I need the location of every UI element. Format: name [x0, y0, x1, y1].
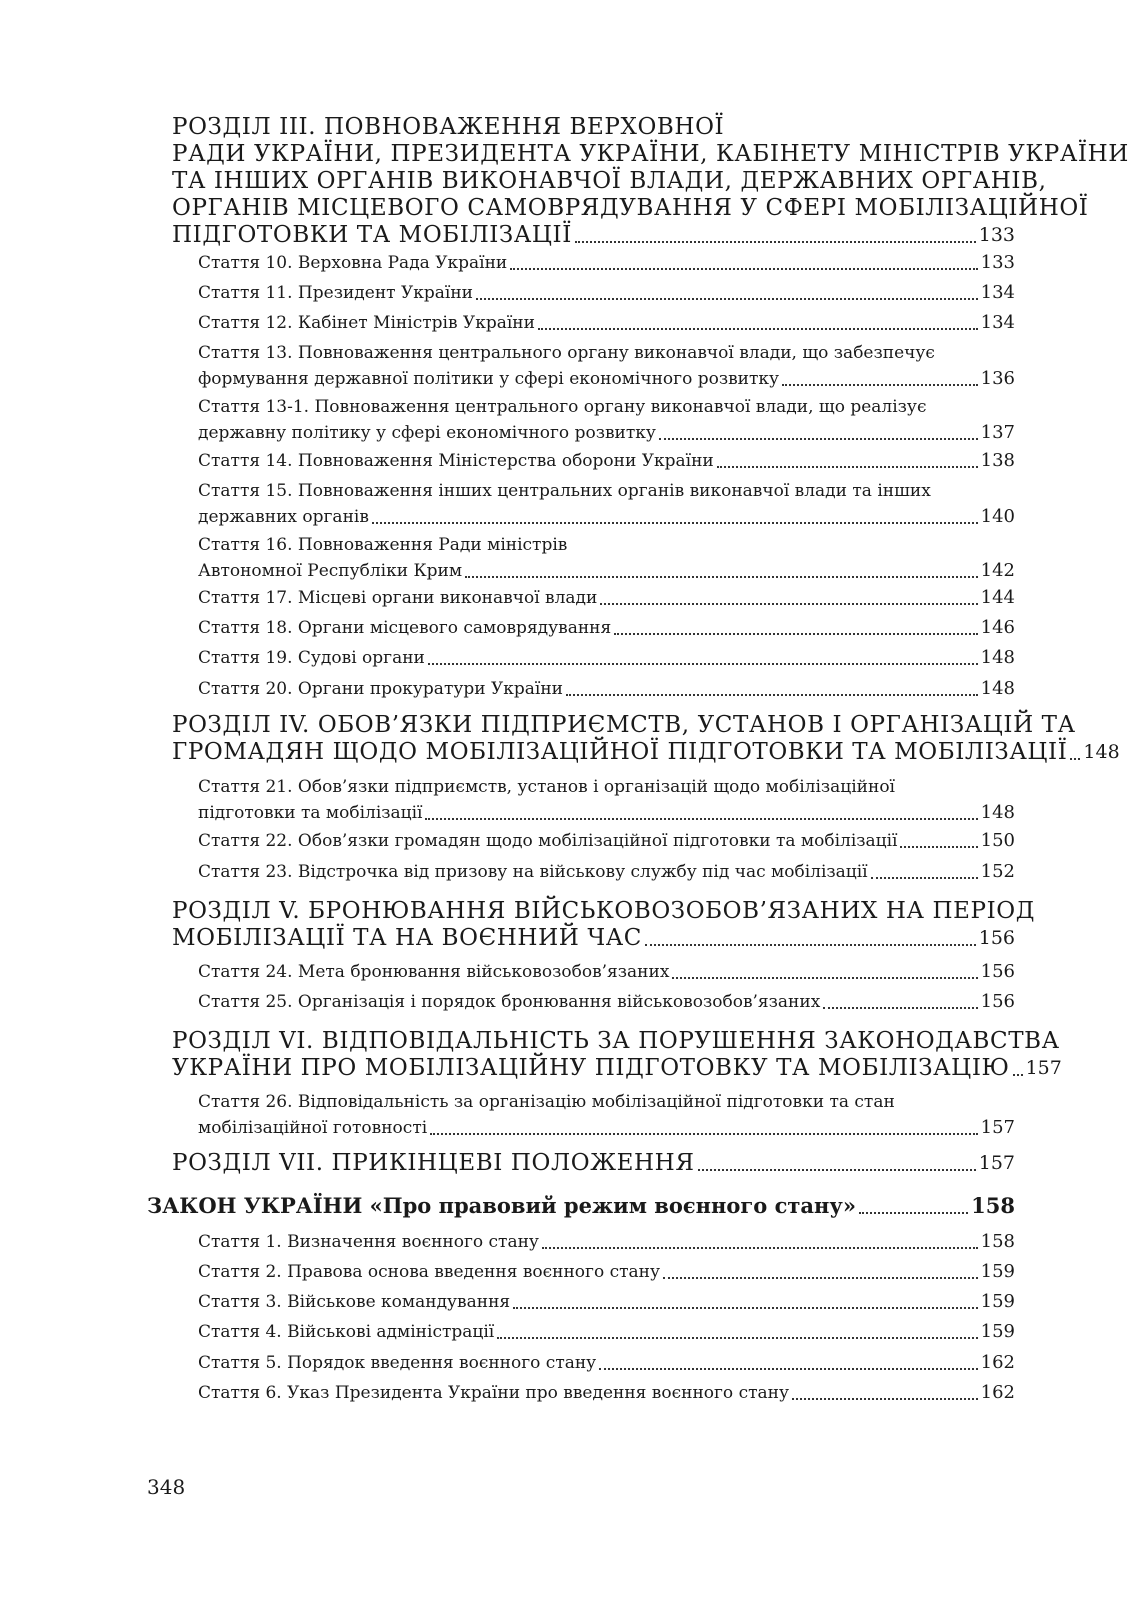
page-ref: 137	[980, 422, 1015, 443]
entry-title: формування державної політики у сфері економічного розвитку	[198, 369, 780, 389]
toc-entry	[198, 645, 1015, 671]
section-heading-line: ПІДГОТОВКИ ТА МОБІЛІЗАЦІЇ	[172, 222, 572, 248]
dot-leader	[476, 298, 978, 300]
toc-entry	[198, 394, 1015, 446]
entry-title: державну політику у сфері економічного розвитку	[198, 423, 656, 443]
toc-section-6	[172, 1028, 1062, 1082]
dot-leader	[497, 1337, 977, 1339]
entry-title: Стаття 14. Повноваження Міністерства оборони України	[198, 451, 714, 471]
section-heading-last-line	[172, 739, 1120, 766]
entry-title: Стаття 1. Визначення воєнного стану	[198, 1232, 539, 1252]
toc-entry	[198, 1319, 1015, 1345]
dot-leader	[717, 466, 978, 468]
entry-title: Стаття 15. Повноваження інших центральних органів виконавчої влади та інших	[198, 481, 931, 501]
entry-title: Стаття 11. Президент України	[198, 283, 473, 303]
section-heading-last-line	[172, 1150, 1015, 1177]
toc-entry	[198, 774, 1015, 826]
dot-leader	[782, 384, 978, 386]
section-heading-last-line	[172, 222, 1015, 249]
page-ref: 157	[1025, 1057, 1062, 1079]
entry-title: Стаття 22. Обов’язки громадян щодо мобілізаційної підготовки та мобілізації	[198, 831, 898, 851]
toc-entry	[198, 959, 1015, 985]
entry-title: Стаття 17. Місцеві органи виконавчої влади	[198, 588, 598, 608]
toc-law-title	[147, 1192, 1015, 1220]
entry-title: Стаття 12. Кабінет Міністрів України	[198, 313, 535, 333]
toc-entry	[198, 310, 1015, 336]
entry-title: Стаття 20. Органи прокуратури України	[198, 679, 563, 699]
entry-title: Стаття 6. Указ Президента України про введення воєнного стану	[198, 1383, 789, 1403]
dot-leader	[430, 1133, 977, 1135]
page-ref: 148	[980, 678, 1015, 699]
entry-title: Стаття 25. Організація і порядок бронювання військовозобов’язаних	[198, 992, 821, 1012]
dot-leader	[900, 846, 977, 848]
section-heading-line: ТА ІНШИХ ОРГАНІВ ВИКОНАВЧОЇ ВЛАДИ, ДЕРЖАВНИХ ОРГАНІВ,	[172, 168, 1047, 194]
law-title: ЗАКОН УКРАЇНИ «Про правовий режим воєнного стану»	[147, 1193, 856, 1218]
dot-leader	[698, 1169, 976, 1171]
section-heading-line: РОЗДІЛ V. БРОНЮВАННЯ ВІЙСЬКОВОЗОБОВ’ЯЗАНИХ НА ПЕРІОД	[172, 898, 1036, 924]
dot-leader	[542, 1247, 978, 1249]
page-ref: 152	[980, 861, 1015, 882]
dot-leader	[538, 328, 978, 330]
dot-leader	[659, 438, 978, 440]
entry-title: мобілізаційної готовності	[198, 1118, 428, 1138]
page-ref: 138	[980, 450, 1015, 471]
dot-leader	[645, 944, 976, 946]
dot-leader	[1013, 1074, 1023, 1076]
page-ref: 162	[980, 1352, 1015, 1373]
entry-title: Стаття 16. Повноваження Ради міністрів	[198, 535, 568, 555]
entry-title: Стаття 18. Органи місцевого самоврядування	[198, 618, 612, 638]
toc-entry	[198, 1089, 1015, 1141]
dot-leader	[428, 663, 978, 665]
page-ref: 148	[980, 802, 1015, 823]
entry-title: підготовки та мобілізації	[198, 803, 423, 823]
section-heading-line: РОЗДІЛ VI. ВІДПОВІДАЛЬНІСТЬ ЗА ПОРУШЕННЯ ЗАКОНОДАВСТВА	[172, 1028, 1060, 1054]
entry-title: Стаття 4. Військові адміністрації	[198, 1322, 495, 1342]
dot-leader	[859, 1212, 968, 1214]
toc-entry	[198, 676, 1015, 702]
dot-leader	[425, 818, 977, 820]
page-ref: 159	[980, 1261, 1015, 1282]
page-ref: 158	[971, 1193, 1015, 1218]
dot-leader	[1070, 758, 1080, 760]
toc-entry	[198, 1289, 1015, 1315]
toc-entry	[198, 448, 1015, 474]
dot-leader	[614, 633, 977, 635]
page-ref: 156	[978, 927, 1015, 949]
section-heading-line: ОРГАНІВ МІСЦЕВОГО САМОВРЯДУВАННЯ У СФЕРІ МОБІЛІЗАЦІЙНОЇ	[172, 195, 1089, 221]
page-ref: 136	[980, 368, 1015, 389]
dot-leader	[600, 603, 977, 605]
dot-leader	[566, 694, 978, 696]
section-heading-last-line	[172, 925, 1015, 952]
toc-section-5	[172, 898, 1036, 952]
section-heading-last-line	[172, 1055, 1062, 1082]
toc-entry	[198, 250, 1015, 276]
entry-title: Стаття 5. Порядок введення воєнного стану	[198, 1353, 597, 1373]
dot-leader	[372, 522, 978, 524]
section-heading-line: РОЗДІЛ IV. ОБОВ’ЯЗКИ ПІДПРИЄМСТВ, УСТАНОВ І ОРГАНІЗАЦІЙ ТА	[172, 712, 1076, 738]
entry-title: Стаття 3. Військове командування	[198, 1292, 511, 1312]
page-ref: 140	[980, 506, 1015, 527]
entry-title: Стаття 13. Повноваження центрального органу виконавчої влади, що забезпечує	[198, 343, 935, 363]
dot-leader	[465, 576, 978, 578]
page-ref: 156	[980, 991, 1015, 1012]
dot-leader	[599, 1368, 977, 1370]
page-ref: 148	[1083, 741, 1120, 763]
dot-leader	[510, 268, 977, 270]
page-ref: 158	[980, 1231, 1015, 1252]
entry-title: Стаття 2. Правова основа введення воєнного стану	[198, 1262, 660, 1282]
entry-title: Автономної Республіки Крим	[198, 561, 463, 581]
toc-entry	[198, 1380, 1015, 1406]
toc-entry	[198, 532, 1015, 584]
section-heading-line: ГРОМАДЯН ЩОДО МОБІЛІЗАЦІЙНОЇ ПІДГОТОВКИ ТА МОБІЛІЗАЦІЇ	[172, 739, 1068, 765]
toc-entry	[198, 1259, 1015, 1285]
toc-entry	[198, 280, 1015, 306]
entry-title: Стаття 13-1. Повноваження центрального органу виконавчої влади, що реалізує	[198, 397, 927, 417]
toc-entry	[198, 615, 1015, 641]
toc-section-4	[172, 712, 1120, 766]
entry-title: державних органів	[198, 507, 369, 527]
page-ref: 159	[980, 1291, 1015, 1312]
toc-entry	[198, 989, 1015, 1015]
entry-title: Стаття 24. Мета бронювання військовозобов’язаних	[198, 962, 670, 982]
section-heading-line: УКРАЇНИ ПРО МОБІЛІЗАЦІЙНУ ПІДГОТОВКУ ТА МОБІЛІЗАЦІЮ	[172, 1055, 1010, 1081]
toc-section-3	[172, 114, 1129, 249]
page-ref: 133	[978, 224, 1015, 246]
page-number: 348	[147, 1475, 186, 1499]
dot-leader	[575, 241, 976, 243]
page-ref: 144	[980, 587, 1015, 608]
section-heading-line: РОЗДІЛ VII. ПРИКІНЦЕВІ ПОЛОЖЕННЯ	[172, 1150, 695, 1176]
entry-title: Стаття 23. Відстрочка від призову на військову службу під час мобілізації	[198, 862, 868, 882]
dot-leader	[823, 1007, 977, 1009]
toc-entry	[198, 1229, 1015, 1255]
dot-leader	[513, 1307, 977, 1309]
section-heading-line: РАДИ УКРАЇНИ, ПРЕЗИДЕНТА УКРАЇНИ, КАБІНЕТУ МІНІСТРІВ УКРАЇНИ	[172, 141, 1129, 167]
toc-entry	[198, 478, 1015, 530]
page-ref: 156	[980, 961, 1015, 982]
page-ref: 142	[980, 560, 1015, 581]
toc-entry	[198, 859, 1015, 885]
toc-entry	[198, 340, 1015, 392]
entry-title: Стаття 19. Судові органи	[198, 648, 425, 668]
dot-leader	[871, 877, 978, 879]
dot-leader	[792, 1398, 978, 1400]
page-ref: 146	[980, 617, 1015, 638]
entry-title: Стаття 26. Відповідальність за організацію мобілізаційної підготовки та стан	[198, 1092, 895, 1112]
dot-leader	[663, 1277, 978, 1279]
toc-section-7	[172, 1150, 1015, 1177]
toc-entry	[198, 585, 1015, 611]
dot-leader	[672, 977, 977, 979]
toc-entry	[198, 1350, 1015, 1376]
page-ref: 162	[980, 1382, 1015, 1403]
page-ref: 157	[980, 1117, 1015, 1138]
toc-entry	[198, 828, 1015, 854]
page-ref: 159	[980, 1321, 1015, 1342]
section-heading-line: МОБІЛІЗАЦІЇ ТА НА ВОЄННИЙ ЧАС	[172, 925, 642, 951]
page-ref: 133	[980, 252, 1015, 273]
page-ref: 134	[980, 312, 1015, 333]
page-ref: 148	[980, 647, 1015, 668]
section-heading-line: РОЗДІЛ III. ПОВНОВАЖЕННЯ ВЕРХОВНОЇ	[172, 114, 725, 140]
entry-title: Стаття 21. Обов’язки підприємств, установ і організацій щодо мобілізаційної	[198, 777, 895, 797]
page-ref: 134	[980, 282, 1015, 303]
entry-title: Стаття 10. Верховна Рада України	[198, 253, 508, 273]
page-ref: 157	[978, 1152, 1015, 1174]
page-ref: 150	[980, 830, 1015, 851]
